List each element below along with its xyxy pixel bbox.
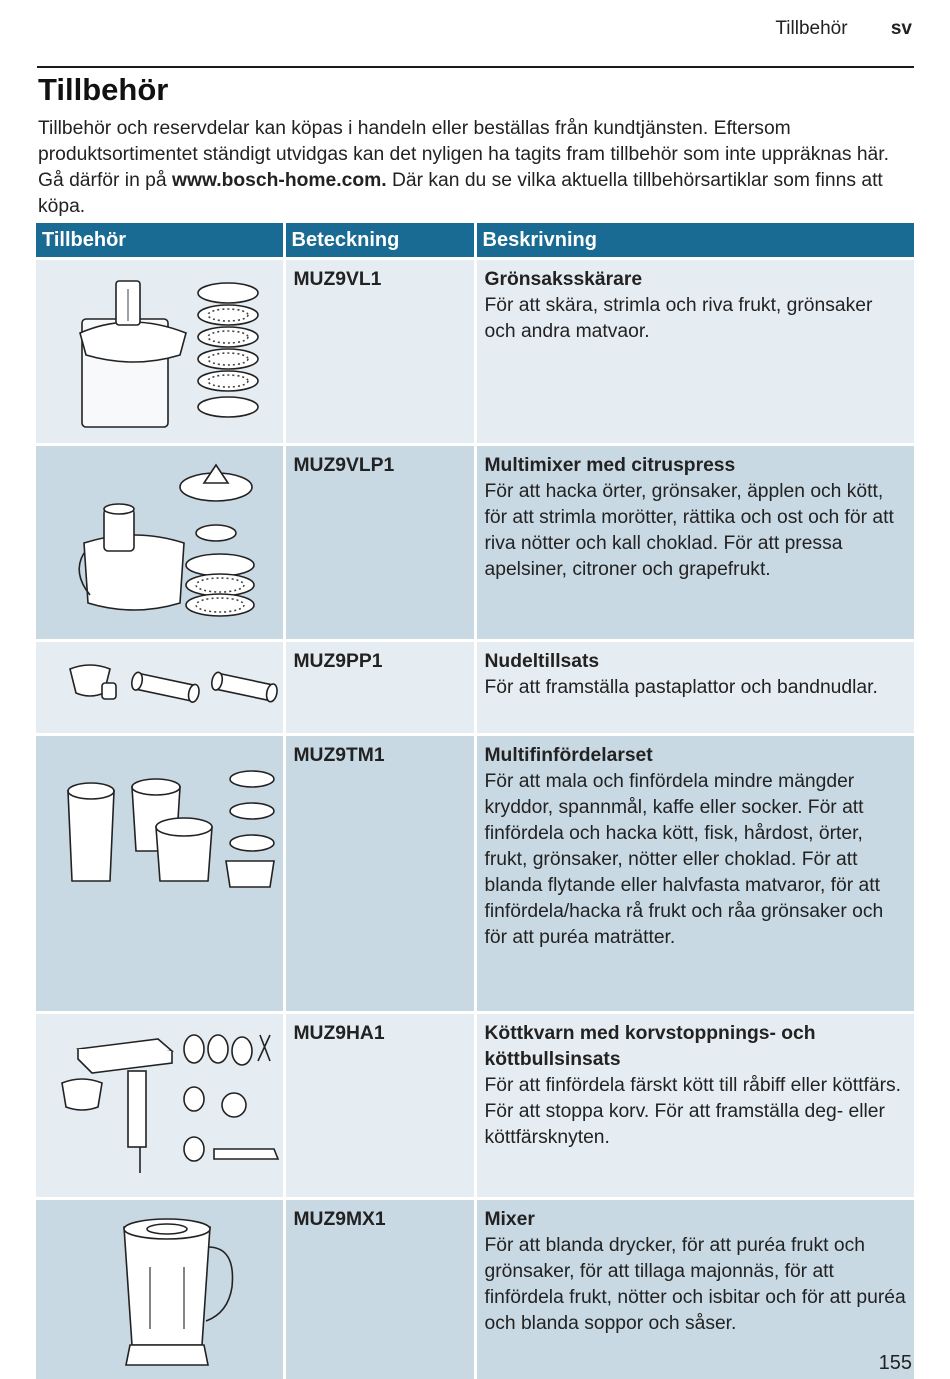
column-header-designation: Beteckning xyxy=(284,223,475,259)
vegetable-cutter-illustration xyxy=(36,259,284,445)
running-header-language: sv xyxy=(891,18,912,39)
row-product-description: För att mala och finfördela mindre mängder kryddor, spannmål, kaffe eller socker. För att finfördela och hacka kött, fisk, hårdost, örter, frukt, grönsaker, nötter eller choklad. För att blanda flytande eller halvfasta matvaror, för att finfördela/hacka rå frukt och råa grönsaker och för att puréa maträtter. xyxy=(485,769,907,951)
row-designation: MUZ9HA1 xyxy=(284,1013,475,1199)
row-product-name: Multifinfördelarset xyxy=(485,743,907,769)
running-header xyxy=(775,18,912,40)
column-header-accessory: Tillbehör xyxy=(36,223,284,259)
row-product-description: För att blanda drycker, för att puréa frukt och grönsaker, för att tillaga majonnäs, för att finfördela frukt, nötter och isbitar och för att puréa och blanda soppor och såser. xyxy=(485,1233,907,1337)
table-header-row xyxy=(36,223,914,259)
row-designation: MUZ9TM1 xyxy=(284,735,475,1013)
row-product-description: För att framställa pastaplattor och bandnudlar. xyxy=(485,675,907,701)
row-product-description: För att hacka örter, grönsaker, äpplen och kött, för att strimla morötter, rättika och ost och för att riva nötter och kall choklad. För att pressa apelsiner, citroner och grapefrukt. xyxy=(485,479,907,583)
accessories-table xyxy=(36,223,914,1379)
multimixer-illustration xyxy=(36,445,284,641)
row-product-name: Mixer xyxy=(485,1207,907,1233)
row-product-name: Multimixer med citruspress xyxy=(485,453,907,479)
running-header-section: Tillbehör xyxy=(775,18,847,39)
blender-illustration xyxy=(36,1199,284,1379)
intro-text-before: Tillbehör och reservdelar kan köpas i handeln eller beställas från kundtjänsten. Eftersom produktsortimentet ständigt utvidgas kan det nyligen ha tagits fram tillbehör som inte uppräknas här. Gå därför in på xyxy=(38,118,889,191)
pasta-attachment-illustration xyxy=(36,641,284,735)
row-designation: MUZ9VLP1 xyxy=(284,445,475,641)
row-description-cell xyxy=(475,1013,914,1199)
table-row xyxy=(36,641,914,735)
table-row xyxy=(36,735,914,1013)
row-product-description: För att finfördela färskt kött till råbiff eller köttfärs. För att stoppa korv. För att framställa deg- eller köttfärsknyten. xyxy=(485,1073,907,1151)
column-header-description: Beskrivning xyxy=(475,223,914,259)
row-product-name: Grönsaksskärare xyxy=(485,267,907,293)
row-designation: MUZ9MX1 xyxy=(284,1199,475,1379)
page-number: 155 xyxy=(879,1352,912,1375)
row-description-cell xyxy=(475,445,914,641)
row-description-cell xyxy=(475,641,914,735)
row-designation: MUZ9PP1 xyxy=(284,641,475,735)
header-rule xyxy=(37,66,914,68)
page-title: Tillbehör xyxy=(38,72,168,108)
row-description-cell xyxy=(475,735,914,1013)
row-product-description: För att skära, strimla och riva frukt, grönsaker och andra matvaor. xyxy=(485,293,907,345)
meat-grinder-illustration xyxy=(36,1013,284,1199)
row-designation: MUZ9VL1 xyxy=(284,259,475,445)
intro-website-link: www.bosch-home.com. xyxy=(172,170,387,191)
table-row xyxy=(36,259,914,445)
multi-chopper-illustration xyxy=(36,735,284,1013)
table-row xyxy=(36,445,914,641)
row-product-name: Köttkvarn med korvstoppnings- och köttbullsinsats xyxy=(485,1021,907,1073)
table-row xyxy=(36,1199,914,1379)
intro-paragraph xyxy=(38,116,908,220)
row-product-name: Nudeltillsats xyxy=(485,649,907,675)
intro-text-after: Där kan du se vilka aktuella tillbehörsartiklar som finns att köpa. xyxy=(38,170,883,217)
row-description-cell xyxy=(475,1199,914,1379)
row-description-cell xyxy=(475,259,914,445)
table-row xyxy=(36,1013,914,1199)
